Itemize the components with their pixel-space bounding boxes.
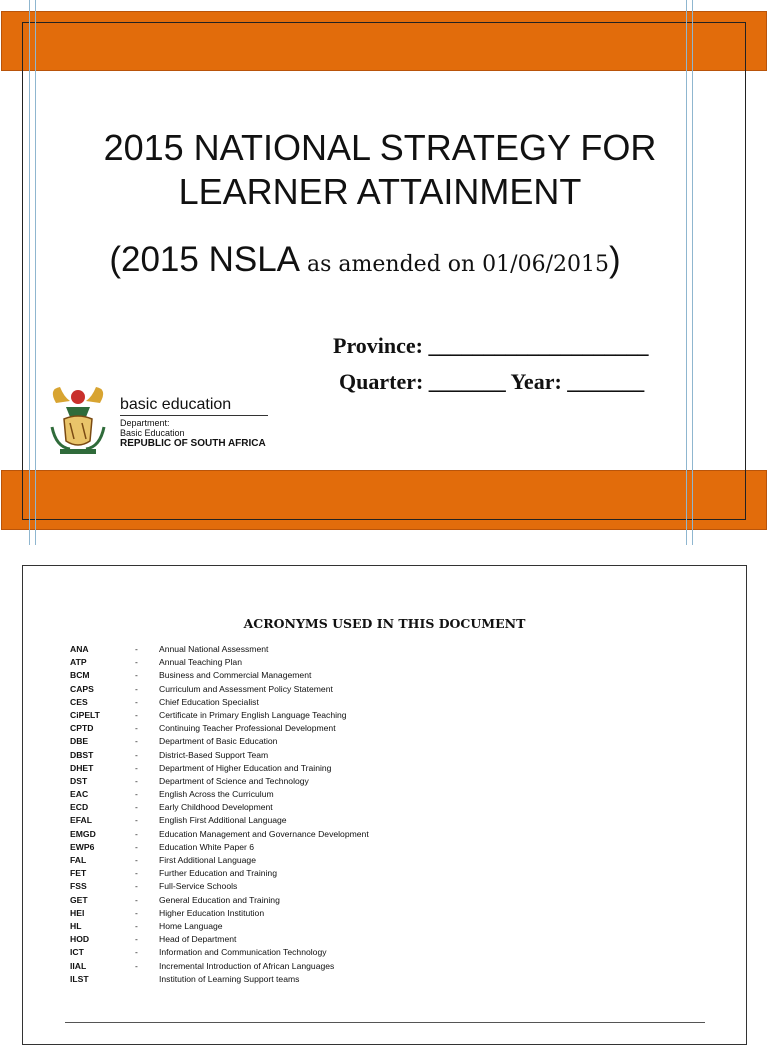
- year-blank: _______: [567, 369, 645, 394]
- acronym-abbr: CPTD: [70, 723, 94, 734]
- acronym-dash: -: [135, 775, 138, 786]
- acronym-desc: Information and Communication Technology: [159, 947, 327, 958]
- cover-title: [30, 126, 730, 214]
- acronym-row: [70, 908, 670, 921]
- acronym-abbr: CES: [70, 696, 88, 707]
- acronym-abbr: CAPS: [70, 683, 94, 694]
- province-blank: ____________________: [428, 333, 649, 358]
- acronym-dash: -: [135, 670, 138, 681]
- acronym-row: [70, 829, 670, 842]
- acronym-dash: -: [135, 749, 138, 760]
- acronym-desc: Curriculum and Assessment Policy Statement: [159, 683, 333, 694]
- acronym-desc: Higher Education Institution: [159, 907, 265, 918]
- acronym-desc: Full-Service Schools: [159, 881, 238, 892]
- acronym-row: [70, 670, 670, 683]
- acronym-abbr: HEI: [70, 907, 85, 918]
- cover-subtitle: [30, 240, 700, 280]
- acronym-abbr: HOD: [70, 934, 90, 945]
- acronym-dash: -: [135, 802, 138, 813]
- acronym-desc: Further Education and Training: [159, 868, 277, 879]
- acronym-row: [70, 644, 670, 657]
- acronym-abbr: ECD: [70, 802, 89, 813]
- acronym-row: [70, 842, 670, 855]
- acronym-abbr: EAC: [70, 789, 89, 800]
- acronym-abbr: ILST: [70, 973, 89, 984]
- acronym-desc: Department of Higher Education and Training: [159, 762, 332, 773]
- year-label: Year:: [510, 369, 562, 394]
- acronym-row: [70, 657, 670, 670]
- acronym-abbr: CiPELT: [70, 709, 100, 720]
- province-label: Province:: [333, 333, 424, 358]
- acronym-desc: Head of Department: [159, 934, 237, 945]
- coat-of-arms-icon: [46, 383, 110, 457]
- acronym-dash: -: [135, 920, 138, 931]
- acronym-dash: -: [135, 815, 138, 826]
- acronym-dash: -: [135, 947, 138, 958]
- acronym-row: [70, 723, 670, 736]
- acronym-abbr: FAL: [70, 855, 87, 865]
- acronym-row: [70, 684, 670, 697]
- title-line-2: LEARNER ATTAINMENT: [178, 171, 582, 212]
- acronym-dash: -: [135, 723, 138, 734]
- acronym-dash: -: [135, 855, 138, 865]
- acronym-dash: -: [135, 657, 138, 668]
- acronym-row: [70, 802, 670, 815]
- acronym-abbr: ANA: [70, 644, 89, 654]
- acronym-abbr: EWP6: [70, 841, 95, 852]
- acronym-desc: Continuing Teacher Professional Development: [159, 723, 336, 734]
- acronym-abbr: IIAL: [70, 960, 87, 971]
- acronym-abbr: DBST: [70, 749, 94, 760]
- logo-rule: [120, 415, 268, 416]
- acronym-desc: Chief Education Specialist: [159, 696, 259, 707]
- acronym-list: [70, 644, 670, 987]
- acronym-desc: Incremental Introduction of African Languages: [159, 960, 335, 971]
- acronym-row: [70, 895, 670, 908]
- acronym-row: [70, 789, 670, 802]
- acronym-dash: -: [135, 960, 138, 971]
- acronym-abbr: ICT: [70, 947, 84, 958]
- acronym-dash: -: [135, 696, 138, 707]
- acronym-dash: -: [135, 934, 138, 945]
- logo-dept-line-2: Basic Education: [120, 428, 185, 438]
- acronym-abbr: EMGD: [70, 828, 96, 839]
- acronym-row: [70, 815, 670, 828]
- subtitle-main: 2015 NSLA: [121, 240, 301, 279]
- logo-name: basic education: [120, 396, 232, 413]
- acronym-abbr: GET: [70, 894, 88, 905]
- logo-department: [120, 418, 185, 438]
- acronym-desc: Home Language: [159, 920, 223, 931]
- acronyms-page: [22, 565, 747, 1045]
- acronyms-heading: ACRONYMS USED IN THIS DOCUMENT: [243, 616, 526, 631]
- subtitle-open-paren: (: [109, 240, 121, 279]
- acronym-abbr: DST: [70, 775, 88, 786]
- acronym-dash: -: [135, 762, 138, 773]
- acronym-desc: Certificate in Primary English Language Teaching: [159, 709, 347, 720]
- acronym-abbr: EFAL: [70, 815, 92, 826]
- acronym-desc: Annual Teaching Plan: [159, 657, 242, 668]
- acronym-row: [70, 961, 670, 974]
- acronym-desc: Early Childhood Development: [159, 802, 273, 813]
- acronym-abbr: DHET: [70, 762, 94, 773]
- acronym-desc: General Education and Training: [159, 894, 280, 905]
- province-field: [333, 333, 649, 359]
- acronym-row: [70, 974, 670, 987]
- acronym-desc: Education Management and Governance Development: [159, 828, 369, 839]
- acronym-dash: -: [135, 709, 138, 720]
- acronym-desc: English Across the Curriculum: [159, 789, 274, 800]
- acronym-dash: -: [135, 828, 138, 839]
- acronym-dash: -: [135, 644, 138, 654]
- page-bottom-rule: [65, 1022, 705, 1023]
- subtitle-close-paren: ): [608, 240, 621, 279]
- acronym-desc: Annual National Assessment: [159, 644, 269, 654]
- acronym-dash: -: [135, 881, 138, 892]
- subtitle-amended: as amended on 01/06/2015: [300, 252, 609, 277]
- acronym-desc: Department of Basic Education: [159, 736, 278, 747]
- acronym-desc: Business and Commercial Management: [159, 670, 312, 681]
- acronym-abbr: HL: [70, 920, 82, 931]
- acronym-dash: -: [135, 789, 138, 800]
- acronym-row: [70, 750, 670, 763]
- acronym-row: [70, 763, 670, 776]
- acronym-desc: English First Additional Language: [159, 815, 287, 826]
- acronym-row: [70, 868, 670, 881]
- acronym-row: [70, 881, 670, 894]
- acronym-desc: Institution of Learning Support teams: [159, 973, 300, 984]
- acronym-dash: -: [135, 894, 138, 905]
- acronym-desc: First Additional Language: [159, 855, 256, 865]
- quarter-year-field: [339, 369, 644, 395]
- acronym-abbr: ATP: [70, 657, 87, 668]
- acronym-abbr: BCM: [70, 670, 90, 681]
- acronym-dash: -: [135, 736, 138, 747]
- acronym-dash: -: [135, 868, 138, 879]
- logo-dept-line-1: Department:: [120, 418, 170, 428]
- acronym-row: [70, 947, 670, 960]
- title-line-1: 2015 NATIONAL STRATEGY FOR: [103, 127, 657, 168]
- acronym-row: [70, 710, 670, 723]
- acronym-abbr: DBE: [70, 736, 89, 747]
- acronym-dash: -: [135, 683, 138, 694]
- logo-country: REPUBLIC OF SOUTH AFRICA: [120, 438, 266, 449]
- acronym-row: [70, 921, 670, 934]
- acronym-row: [70, 697, 670, 710]
- acronym-dash: -: [135, 841, 138, 852]
- acronym-desc: Department of Science and Technology: [159, 775, 309, 786]
- acronym-desc: District-Based Support Team: [159, 749, 269, 760]
- acronym-row: [70, 736, 670, 749]
- quarter-blank: _______: [428, 369, 506, 394]
- acronym-desc: Education White Paper 6: [159, 841, 255, 852]
- acronym-abbr: FSS: [70, 881, 87, 892]
- acronym-abbr: FET: [70, 868, 87, 879]
- acronym-row: [70, 934, 670, 947]
- acronym-row: [70, 776, 670, 789]
- acronym-row: [70, 855, 670, 868]
- acronym-dash: -: [135, 907, 138, 918]
- quarter-label: Quarter:: [339, 369, 424, 394]
